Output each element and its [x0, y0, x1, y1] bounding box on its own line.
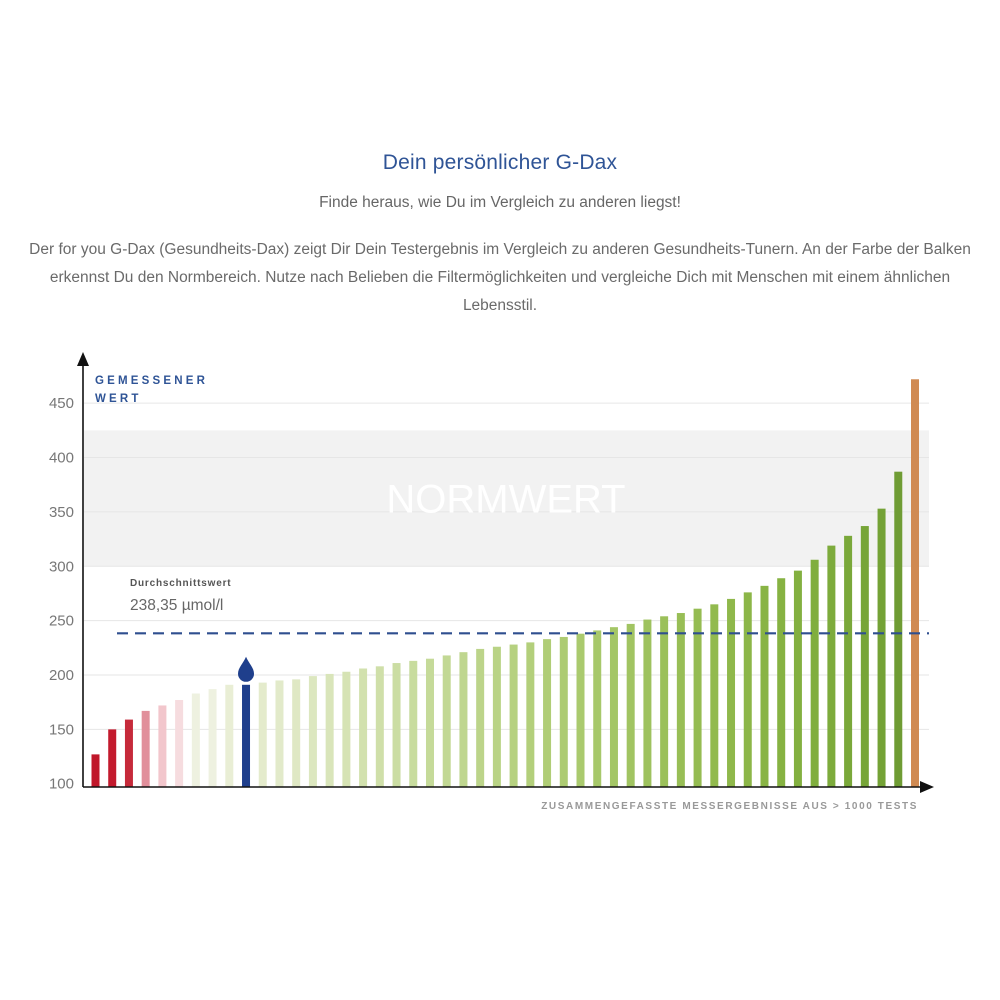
- bar: [259, 683, 267, 787]
- normal-range-label: NORMWERT: [386, 477, 626, 522]
- average-title: Durchschnittswert: [130, 578, 232, 589]
- y-tick-label: 250: [48, 612, 74, 630]
- y-tick-label: 100: [48, 775, 74, 793]
- bar: [108, 729, 116, 787]
- bar: [560, 637, 568, 787]
- bar: [242, 685, 250, 787]
- y-tick-label: 450: [48, 395, 74, 413]
- bar: [476, 649, 484, 787]
- bar: [409, 661, 417, 787]
- x-axis-arrow: [920, 781, 934, 793]
- bar: [309, 676, 317, 787]
- bar: [911, 379, 919, 787]
- bar: [526, 642, 534, 787]
- bar: [342, 672, 350, 787]
- bar: [459, 652, 467, 787]
- y-axis-arrow: [77, 352, 89, 366]
- bar: [376, 666, 384, 787]
- bar: [577, 634, 585, 787]
- bar: [510, 645, 518, 787]
- bar: [593, 630, 601, 787]
- bar: [827, 546, 835, 787]
- page-description: Der for you G-Dax (Gesundheits-Dax) zeigt Dir Dein Testergebnis im Vergleich zu anderen Gesundheits-Tunern. An der Farbe der Balken erkennst Du den Normbereich. Nutze nach Belieben die Filtermöglichkeiten und vergleiche Dich mit Menschen mit einem ähnlichen Lebensstil.: [29, 241, 971, 314]
- bar: [811, 560, 819, 787]
- y-tick-label: 300: [48, 558, 74, 576]
- bar: [426, 659, 434, 787]
- bar: [861, 526, 869, 787]
- bar: [175, 700, 183, 787]
- bar: [710, 604, 718, 787]
- average-value: 238,35 µmol/l: [130, 597, 224, 614]
- bar: [777, 578, 785, 787]
- bar: [794, 571, 802, 787]
- bar: [292, 679, 300, 787]
- bar: [694, 609, 702, 787]
- bar: [443, 655, 451, 787]
- bar: [275, 680, 283, 787]
- bar: [760, 586, 768, 787]
- bar: [844, 536, 852, 787]
- x-axis-label: ZUSAMMENGEFASSTE MESSERGEBNISSE AUS > 1000 TESTS: [541, 801, 918, 812]
- bar: [610, 627, 618, 787]
- bar: [493, 647, 501, 787]
- bar: [125, 720, 133, 787]
- y-tick-label: 200: [48, 667, 74, 685]
- bar: [209, 689, 217, 787]
- y-tick-label: 350: [48, 503, 74, 521]
- bar: [660, 616, 668, 787]
- bar: [744, 592, 752, 787]
- bar: [192, 693, 200, 787]
- axes: [77, 352, 934, 793]
- drop-icon: [238, 657, 254, 682]
- bar: [225, 685, 233, 787]
- y-tick-label: 400: [48, 449, 74, 467]
- y-tick-label: 150: [48, 721, 74, 739]
- bar: [878, 509, 886, 787]
- y-axis-label-line-1: GEMESSENER: [95, 375, 209, 387]
- bar: [326, 674, 334, 787]
- page-subtitle: Finde heraus, wie Du im Vergleich zu anderen liegst!: [319, 194, 681, 211]
- bar: [92, 754, 100, 787]
- y-axis-label-line-2: WERT: [95, 393, 142, 405]
- page-title: Dein persönlicher G-Dax: [382, 151, 618, 174]
- bar: [894, 472, 902, 787]
- bar: [543, 639, 551, 787]
- bar: [727, 599, 735, 787]
- y-tick-labels: [49, 395, 74, 793]
- bar: [677, 613, 685, 787]
- bar: [643, 620, 651, 787]
- bar: [158, 705, 166, 787]
- bar: [359, 668, 367, 787]
- bar: [142, 711, 150, 787]
- bar: [393, 663, 401, 787]
- bar: [627, 624, 635, 787]
